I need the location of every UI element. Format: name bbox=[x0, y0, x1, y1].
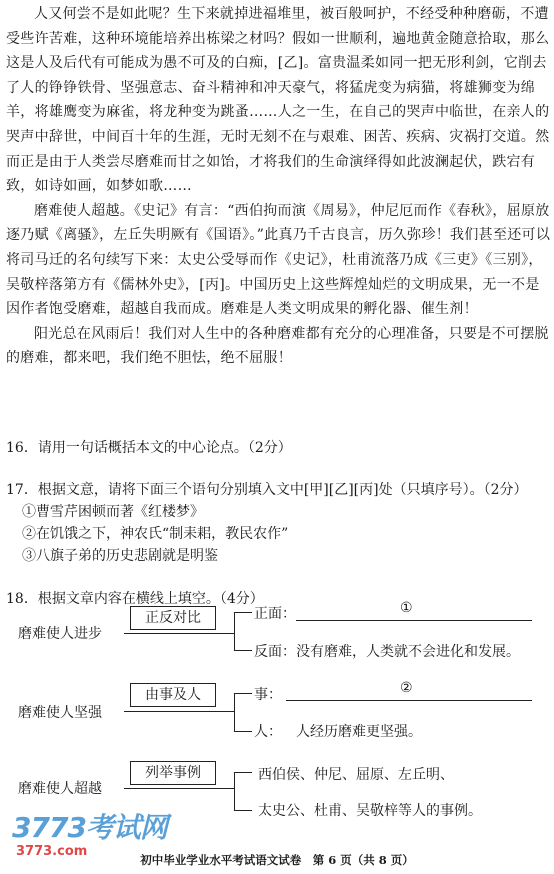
row2-label: 磨难使人坚强 bbox=[18, 705, 102, 721]
row1-answer-line bbox=[296, 620, 532, 621]
row3-bracket-bottom bbox=[234, 810, 252, 811]
row3-bracket-top bbox=[234, 772, 252, 773]
site-logo-text: 3773考试网 bbox=[12, 811, 167, 844]
row2-bottom-text: 人经历磨难更坚强。 bbox=[296, 724, 422, 740]
row2-method-box: 由事及人 bbox=[130, 683, 216, 707]
q17-option-1: ①曹雪芹困顿而著《红楼梦》 bbox=[22, 504, 204, 520]
paragraph-2: 磨难使人超越。《史记》有言：“西伯拘而演《周易》，仲尼厄而作《春秋》，屈原放逐乃赋《离骚》，左丘失明厥有《国语》。”此真乃千古良言，历久弥珍！我们甚至还可以将司马迁的名句续写下来：太史公受辱而作《史记》，杜甫流落乃成《三吏》《三别》，吴敬梓落第方有《儒林外史》，[丙]。中国历史上这些辉煌灿烂的文明成果，无一不是因作者饱受磨难，超越自我而成。磨难是人类文明成果的孵化器、催生剂！ bbox=[6, 202, 551, 318]
row1-bracket bbox=[234, 612, 235, 650]
row1-top-prefix: 正面： bbox=[254, 606, 296, 622]
row3-method-box: 列举事例 bbox=[130, 761, 216, 785]
row2-blank-marker: ② bbox=[400, 680, 413, 696]
page-footer: 初中毕业学业水平考试语文试卷 第 6 页（共 8 页） bbox=[140, 853, 414, 867]
row1-bracket-bottom bbox=[234, 650, 252, 651]
row2-top-prefix: 事： bbox=[254, 687, 282, 703]
row1-blank-marker: ① bbox=[400, 600, 413, 616]
row2-bracket bbox=[234, 693, 235, 731]
question-18: 18．根据文章内容在横线上填空。（4分） bbox=[6, 591, 264, 607]
row2-bottom-prefix: 人： bbox=[254, 724, 282, 740]
row1-bottom-text: 反面：没有磨难，人类就不会进化和发展。 bbox=[254, 644, 520, 660]
row3-top-text: 西伯侯、仲尼、屈原、左丘明、 bbox=[258, 767, 454, 783]
row1-arrow-line bbox=[124, 633, 234, 634]
row2-answer-line bbox=[286, 700, 532, 701]
question-17: 17．根据文意，请将下面三个语句分别填入文中[甲][乙][丙]处（只填序号）。（2分） bbox=[6, 482, 528, 498]
q17-option-2: ②在饥饿之下，神农氏“制耒耜，教民农作” bbox=[22, 526, 289, 542]
row3-arrow-line bbox=[124, 788, 234, 789]
row2-bracket-top bbox=[234, 693, 252, 694]
row2-bracket-bottom bbox=[234, 731, 252, 732]
q17-option-3: ③八旗子弟的历史悲剧就是明鉴 bbox=[22, 548, 218, 564]
paragraph-1: 人又何尝不是如此呢？生下来就掉进福堆里，被百般呵护，不经受种种磨砺，不遭受些许苦难，这种环境能培养出栋梁之材吗？假如一世顺利，遍地黄金随意拾取，那么这是人及后代有可能成为愚不可及的白痴，[乙]。富贵温柔如同一把无形利剑，它削去了人的铮铮铁骨、坚强意志、奋斗精神和冲天豪气，将猛虎变为病猫，将雄狮变为绵羊，将雄鹰变为麻雀，将龙种变为跳蚤……人之一生，在自己的哭声中临世，在亲人的哭声中辞世，中间百十年的生涯，无时无刻不在与艰难、困苦、疾病、灾祸打交道。然而正是由于人类尝尽磨难而甘之如饴，才将我们的生命演绎得如此波澜起伏，跌宕有致，如诗如画，如梦如歌…… bbox=[6, 6, 550, 195]
site-url: 3773.com bbox=[16, 844, 88, 859]
row3-bottom-text: 太史公、杜甫、吴敬梓等人的事例。 bbox=[258, 803, 482, 819]
passage bbox=[6, 2, 552, 371]
row1-bracket-top bbox=[234, 612, 252, 613]
row2-arrow-line bbox=[124, 711, 234, 712]
row3-bracket bbox=[234, 772, 235, 810]
question-16: 16．请用一句话概括本文的中心论点。（2分） bbox=[6, 440, 292, 456]
row3-label: 磨难使人超越 bbox=[18, 781, 102, 797]
paragraph-3: 阳光总在风雨后！我们对人生中的各种磨难都有充分的心理准备，只要是不可摆脱的磨难，都来吧，我们绝不胆怯，绝不屈服！ bbox=[6, 325, 549, 367]
row1-method-box: 正反对比 bbox=[130, 606, 216, 630]
row1-label: 磨难使人进步 bbox=[18, 626, 102, 642]
